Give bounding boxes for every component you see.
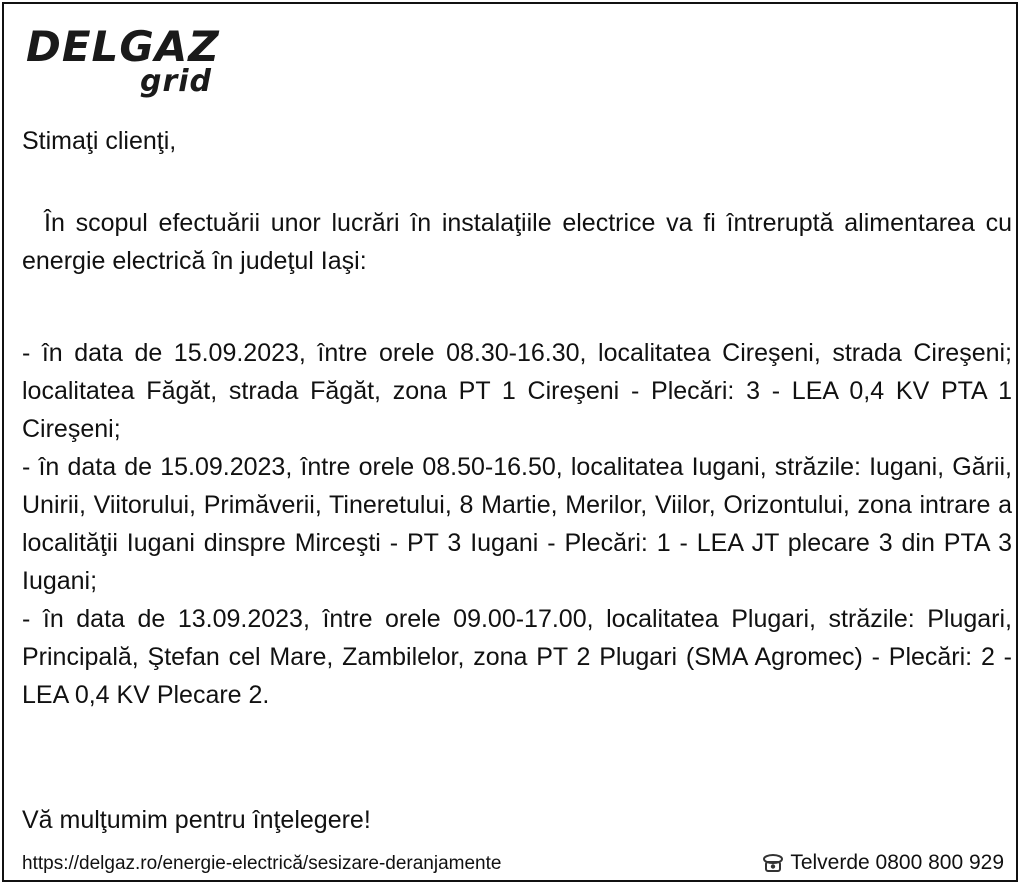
notice-frame [2,2,1018,882]
greeting: Stimaţi clienţi, [22,127,177,155]
closing-thanks: Vă mulţumim pentru înţelegere! [22,806,371,834]
outage-list [22,334,1012,714]
logo-brand: DELGAZ [26,22,220,71]
outage-item-3: - în data de 13.09.2023, între orele 09.00-17.00, localitatea Plugari, străzile: Plugari, Principală, Ştefan cel Mare, Zambilelor, zona PT 2 Plugari (SMA Agromec) - Plecări: 2 - LEA 0,4 KV Plecare 2. [22,605,1012,709]
outage-item-1: - în data de 15.09.2023, între orele 08.30-16.30, localitatea Cireşeni, strada Cireşeni; localitatea Făgăt, strada Făgăt, zona PT 1 Cireşeni - Plecări: 3 - LEA 0,4 KV PTA 1 Cireşeni; [22,339,1012,443]
phone-icon [762,852,784,874]
footer-phone [762,850,1004,876]
outage-item-2: - în data de 15.09.2023, între orele 08.50-16.50, localitatea Iugani, străzile: Iugani, Gării, Unirii, Viitorului, Primăverii, Tineretului, 8 Martie, Merilor, Viilor, Orizontului, zona intrare a localităţii Iugani dinspre Mirceşti - PT 3 Iugani - Plecări: 1 - LEA JT plecare 3 din PTA 3 Iugani; [22,453,1012,595]
delgaz-grid-logo [26,24,226,104]
logo-sub: grid [140,64,213,99]
intro-paragraph: În scopul efectuării unor lucrări în instalaţiile electrice va fi întreruptă alimentarea cu energie electrică în judeţul Iaşi: [22,209,1012,275]
footer-url-link[interactable]: https://delgaz.ro/energie-electrică/sesizare-deranjamente [22,853,502,874]
phone-number: Telverde 0800 800 929 [790,851,1004,874]
